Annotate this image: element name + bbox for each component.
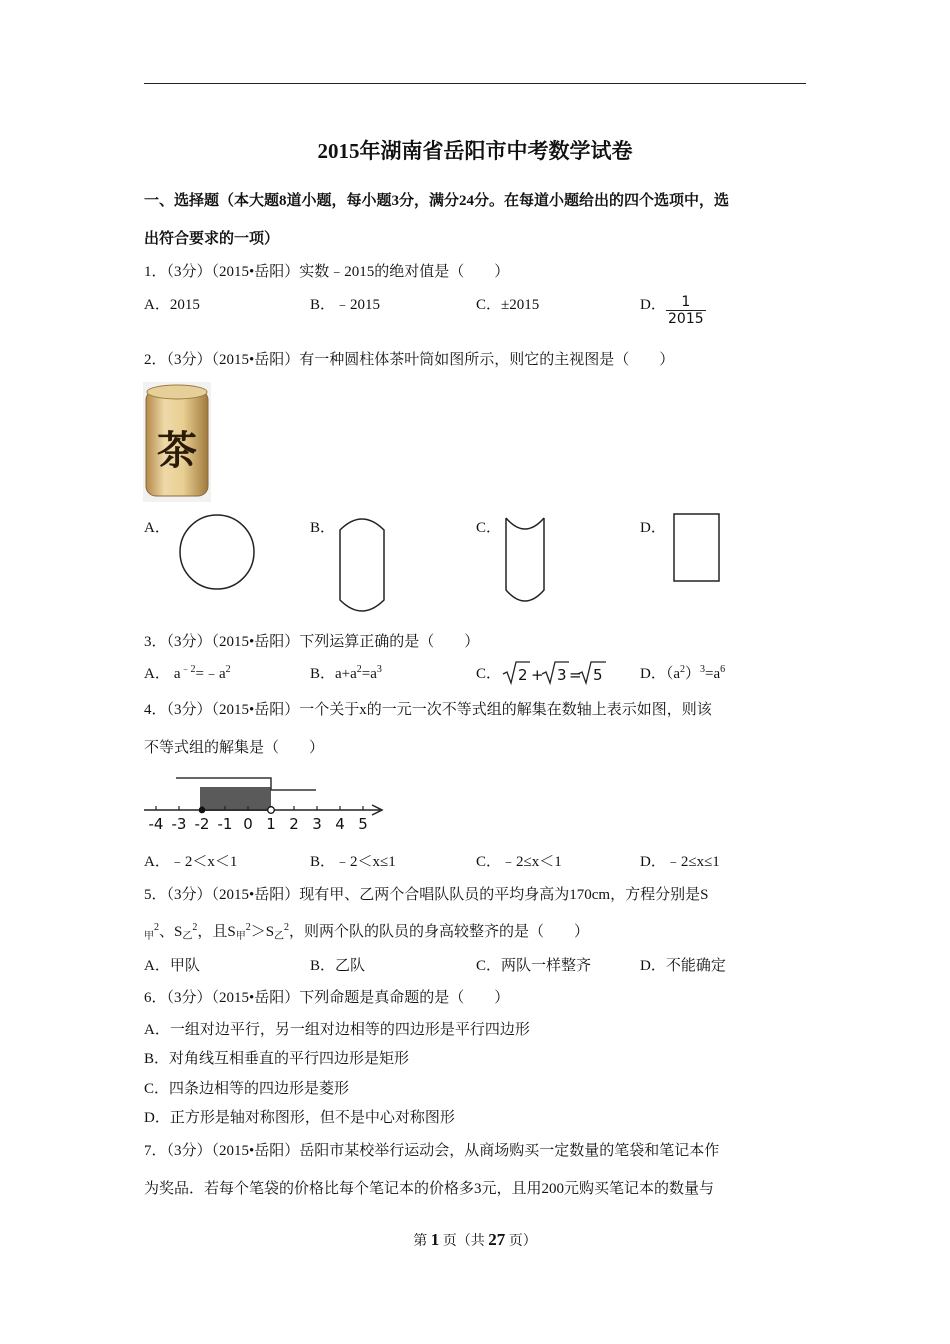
q2-option-b: B． — [310, 520, 336, 536]
page-footer — [0, 1230, 950, 1250]
q1-option-a: A．2015 — [144, 297, 200, 313]
q5-option-b: B．乙队 — [310, 958, 366, 974]
fraction-numerator: 1 — [666, 294, 706, 311]
q3-option-c-radicals — [500, 658, 610, 686]
q4-stem-line1: 4．（3分）（2015•岳阳）一个关于x的一元一次不等式组的解集在数轴上表示如图，则该 — [144, 702, 712, 718]
option-b-rounded-figure — [336, 512, 388, 618]
q3-d-exponent3: 6 — [720, 664, 726, 675]
q3-d-exponent2: 3 — [700, 664, 706, 675]
q3-b-text: a+a — [335, 666, 357, 682]
q7-stem-line1: 7．（3分）（2015•岳阳）岳阳市某校举行运动会，从商场购买一定数量的笔袋和笔记本作 — [144, 1143, 720, 1159]
q3-b-exponent: 2 — [356, 664, 362, 675]
q3-option-b — [310, 662, 382, 683]
q3-d-rest: =a — [705, 666, 721, 682]
q3-d-label: D． — [640, 666, 666, 682]
section-heading-line1: 一、选择题（本大题8道小题，每小题3分，满分24分。在每道小题给出的四个选项中，选 — [144, 193, 730, 209]
q1-option-c: C．±2015 — [476, 297, 540, 313]
tick-label: 0 — [243, 815, 253, 833]
tick-label: 3 — [312, 815, 322, 833]
footer-mid: 页（共 — [439, 1234, 489, 1249]
q6-stem: 6．（3分）（2015•岳阳）下列命题是真命题的是（ ） — [144, 990, 510, 1006]
section-heading-line2: 出符合要求的一项） — [144, 231, 280, 247]
figure-shading — [200, 787, 271, 811]
q3-option-a — [144, 662, 231, 683]
q5-sub-yi: 乙 — [274, 931, 285, 942]
tick-label: -3 — [171, 815, 187, 833]
q5-sub-yi: 乙 — [182, 931, 193, 942]
q5-exp: 2 — [284, 922, 290, 933]
q3-a-exponent: ﹣2 — [180, 664, 196, 675]
q3-option-c-label: C． — [476, 666, 502, 682]
tick-label: 4 — [335, 815, 345, 833]
q1-option-d-label: D． — [640, 297, 666, 313]
footer-pre: 第 — [413, 1234, 431, 1249]
tick-label: -2 — [194, 815, 210, 833]
equals-sign: = — [569, 666, 582, 684]
q2-option-d: D． — [640, 520, 666, 536]
q5-stem-line2 — [144, 920, 589, 941]
q3-a-base: a — [173, 666, 181, 682]
q2-option-c: C． — [476, 520, 502, 536]
tea-canister-image — [143, 382, 211, 507]
q3-b-rest: =a — [361, 666, 377, 682]
q3-a-rest: =﹣a — [195, 666, 226, 682]
q5-exp: 2 — [154, 922, 159, 933]
radical-3: 3 — [557, 666, 567, 684]
q1-option-b: B．﹣2015 — [310, 297, 381, 313]
q6-option-b: B．对角线互相垂直的平行四边形是矩形 — [144, 1051, 410, 1067]
q2-option-a: A． — [144, 520, 170, 536]
q4-option-d: D．﹣2≤x≤1 — [640, 854, 720, 870]
q1-stem: 1．（3分）（2015•岳阳）实数﹣2015的绝对值是（ ） — [144, 264, 510, 280]
q3-d-exponent: 2 — [680, 664, 686, 675]
radical-5: 5 — [593, 666, 603, 684]
tick-label: 2 — [289, 815, 299, 833]
q5-stem-line1: 5．（3分）（2015•岳阳）现有甲、乙两个合唱队队员的平均身高为170cm，方程分别是S — [144, 887, 709, 903]
q5-text: ，且S — [197, 924, 236, 940]
q3-d-open: （a — [665, 666, 681, 682]
option-a-circle-figure — [176, 512, 258, 592]
q5-text: ＞S — [250, 924, 275, 940]
footer-total-pages: 27 — [488, 1230, 506, 1249]
closed-dot — [199, 807, 206, 814]
q3-a-label: A． — [144, 666, 170, 682]
radical-2: 2 — [518, 666, 528, 684]
q3-stem: 3．（3分）（2015•岳阳）下列运算正确的是（ ） — [144, 634, 480, 650]
open-dot — [268, 807, 275, 814]
q5-text: 、S — [159, 924, 183, 940]
q5-option-d: D．不能确定 — [640, 958, 726, 974]
q3-option-d — [640, 662, 725, 683]
footer-page-number: 1 — [430, 1230, 440, 1249]
q4-stem-line2: 不等式组的解集是（ ） — [144, 740, 325, 756]
q3-a-exponent2: 2 — [225, 664, 231, 675]
q5-exp: 2 — [192, 922, 198, 933]
q5-exp: 2 — [245, 922, 251, 933]
q6-option-c: C．四条边相等的四边形是菱形 — [144, 1081, 350, 1097]
q4-option-a: A．﹣2＜x＜1 — [144, 854, 238, 870]
header-rule — [144, 83, 806, 84]
q2-stem: 2．（3分）（2015•岳阳）有一种圆柱体茶叶筒如图所示，则它的主视图是（ ） — [144, 352, 675, 368]
tick-label: 5 — [358, 815, 368, 833]
q6-option-d: D．正方形是轴对称图形，但不是中心对称图形 — [144, 1110, 455, 1126]
q1-option-d-fraction — [666, 294, 706, 327]
page-title: 2015年湖南省岳阳市中考数学试卷 — [317, 139, 633, 163]
footer-post: 页） — [505, 1234, 537, 1249]
q7-stem-line2: 为奖品．若每个笔袋的价格比每个笔记本的价格多3元，且用200元购买笔记本的数量与 — [144, 1181, 715, 1197]
q5-option-c: C．两队一样整齐 — [476, 958, 592, 974]
option-d-rectangle-figure — [672, 512, 722, 584]
q3-b-label: B． — [310, 666, 336, 682]
q4-option-c: C．﹣2≤x＜1 — [476, 854, 562, 870]
number-line-figure — [140, 770, 390, 836]
tick-label: 1 — [266, 815, 276, 833]
q3-b-exponent2: 3 — [376, 664, 382, 675]
fraction-denominator: 2015 — [668, 311, 704, 328]
q6-option-a: A．一组对边平行，另一组对边相等的四边形是平行四边形 — [144, 1022, 530, 1038]
tea-character: 茶 — [157, 427, 197, 474]
q5-sub-jia: 甲 — [235, 931, 246, 942]
tick-label: -4 — [148, 815, 164, 833]
q5-option-a: A．甲队 — [144, 958, 200, 974]
q5-text: ，则两个队的队员的身高较整齐的是（ ） — [289, 924, 590, 940]
plus-sign: + — [531, 666, 544, 684]
q3-d-close: ） — [685, 666, 701, 682]
q4-option-b: B．﹣2＜x≤1 — [310, 854, 396, 870]
tick-label: -1 — [217, 815, 233, 833]
q5-sub-jia: 甲 — [144, 931, 154, 942]
option-c-tube-figure — [502, 512, 548, 606]
